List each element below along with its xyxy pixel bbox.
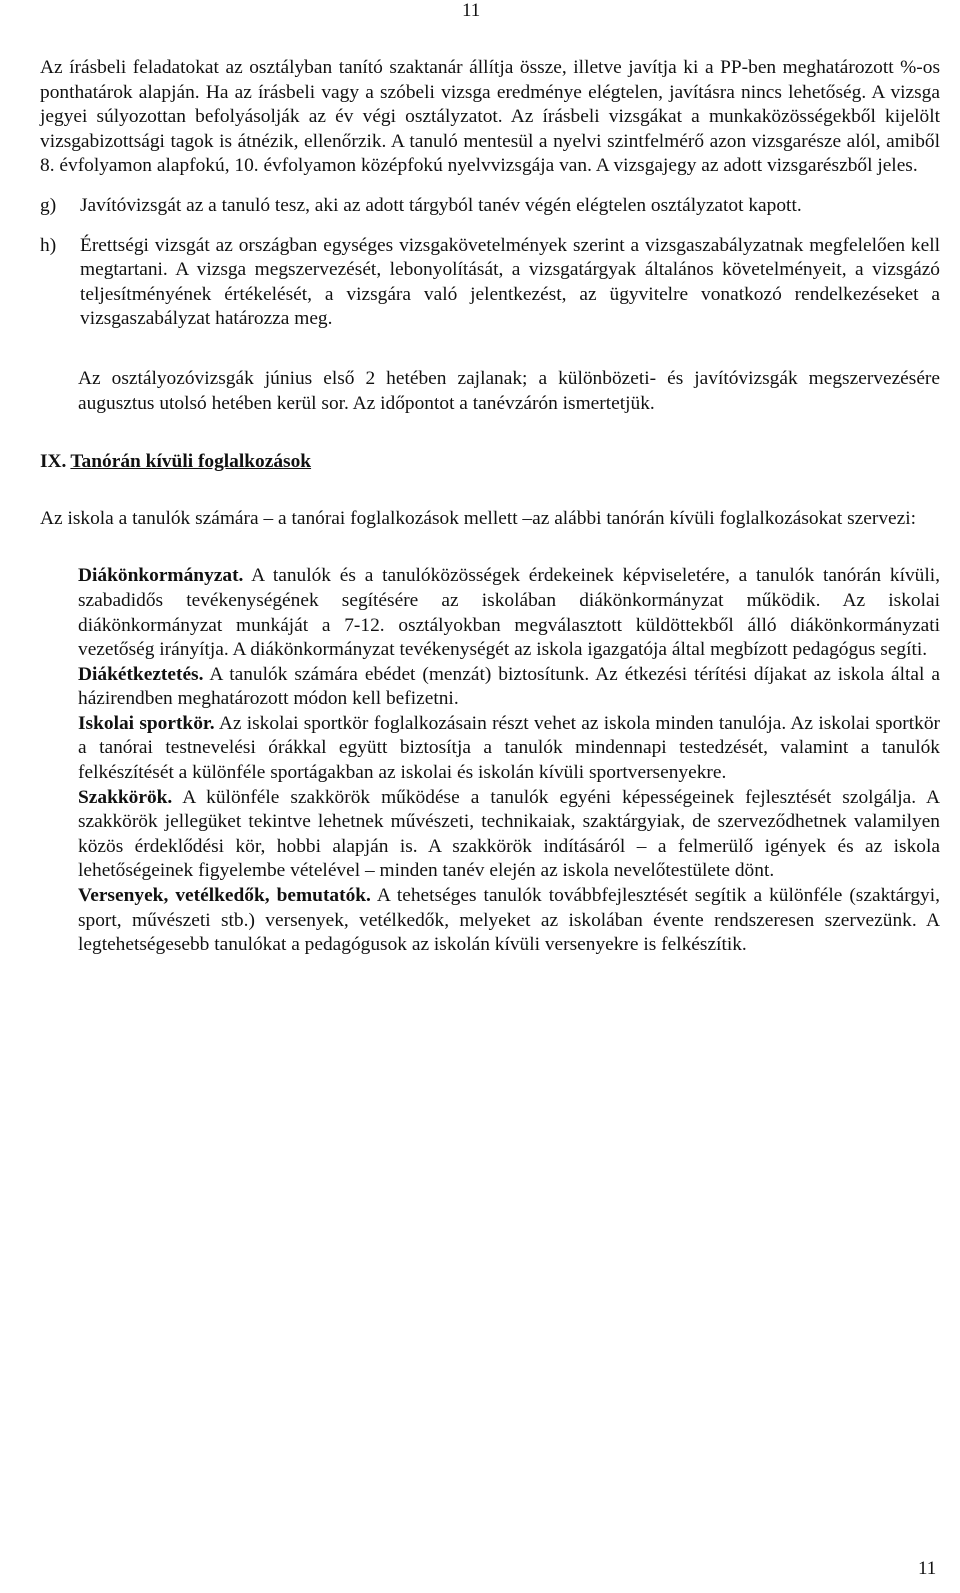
list-item-text: Javítóvizsgát az a tanuló tesz, aki az adott tárgyból tanév végén elégtelen osztályzatot kapott. [80, 194, 802, 216]
activity-term: Versenyek, vetélkedők, bemutatók. [78, 885, 371, 907]
section-number: IX. [40, 451, 67, 473]
list-item-h [40, 234, 940, 332]
activity-term: Iskolai sportkör. [78, 712, 215, 734]
activity-term: Szakkörök. [78, 786, 173, 808]
activities-list [78, 564, 940, 958]
activity-text: A tanulók számára ebédet (menzát) biztosítunk. Az étkezési térítési díjakat az iskola által a házirendben meghatározott módon kell befizetni. [78, 663, 940, 710]
document-body [40, 56, 940, 958]
activity-student-council [78, 564, 940, 662]
section-intro-paragraph: Az iskola a tanulók számára – a tanórai foglalkozások mellett –az alábbi tanórán kívüli foglalkozásokat szervezi: [40, 507, 917, 529]
activity-text: A tehetséges tanulók továbbfejlesztését segítik a különféle (szaktárgyi, sport, művészeti stb.) versenyek, vetélkedők, melyeket az iskolában évente rendszeresen szervezünk. A legtehetségesebb tanulókat a pedagógusok az iskolán kívüli versenyekre is felkészítik. [78, 885, 940, 956]
activity-sports-club [78, 712, 940, 786]
list-item-text: Érettségi vizsgát az országban egységes vizsgakövetelmények szerint a vizsgaszabályzatnak megfelelően kell megtartani. A vizsga megszervezését, lebonyolítását, a vizsgatárgyak általános követelményeit, a vizsgázó teljesítményének értékelését, a vizsgára való jelentkezést, az ügyvitelre vonatkozó rendelkezéseket a vizsgaszabályzat határozza meg. [80, 234, 940, 330]
list-item-g [40, 194, 940, 219]
intro-paragraph: Az írásbeli feladatokat az osztályban tanító szaktanár állítja össze, illetve javítja ki a PP-ben meghatározott %-os ponthatárok alapján. Ha az írásbeli vagy a szóbeli vizsga eredménye elégtelen, javításra nincs lehetőség. A vizsga jegyei súlyozottan befolyásolják az év végi osztályzatot. Az írásbeli vizsgákat a munkaközösségekből kijelölt vizsgabizottsági tagok is átnézik, ellenőrzik. A tanuló mentesül a nyelvi szintfelmérő azon vizsgarésze alól, amiből 8. évfolyamon alapfokú, 10. évfolyamon középfokú nyelvvizsgája van. A vizsgajegy az adott vizsgarészből jeles. [40, 57, 940, 177]
activity-text: A tanulók és a tanulóközösségek érdekeinek képviseletére, a tanulók tanórán kívüli, szabadidős tevékenységének segítésére az iskolában diákönkormányzat működik. Az iskolai diákönkormányzat munkáját a 7-12. osztályokban megválasztott küldöttekből álló diákönkormányzati vezetőség irányítja. A diákönkormányzat tevékenységét az iskola igazgatója által megbízott pedagógus segíti. [78, 565, 940, 661]
activity-text: A különféle szakkörök működése a tanulók egyéni képességeinek fejlesztését szolgálja. A szakkörök jellegüket tekintve lehetnek művészeti, technikaiak, szaktárgyiak, de szerveződhetnek valamilyen közös érdeklődési kör, hobbi alapján is. A szakkörök indításáról – a felmerülő igények és az iskola lehetőségeinek figyelembe vételével – minden tanév elején az iskola nevelőtestülete dönt. [78, 786, 940, 882]
list-item-label: h) [40, 234, 57, 256]
activity-catering [78, 663, 940, 712]
list-item-label: g) [40, 194, 57, 216]
exam-schedule-paragraph: Az osztályozóvizsgák június első 2 hetében zajlanak; a különbözeti- és javítóvizsgák megszervezésére augusztus utolsó hetében kerül sor. Az időpontot a tanévzárón ismertetjük. [78, 367, 940, 414]
section-heading [40, 450, 940, 475]
section-title: Tanórán kívüli foglalkozások [70, 451, 312, 473]
page-number-bottom: 11 [918, 1558, 937, 1579]
activity-study-circles [78, 786, 940, 884]
activity-term: Diákönkormányzat. [78, 565, 244, 587]
activity-text: Az iskolai sportkör foglalkozásain részt vehet az iskola minden tanulója. Az iskolai sportkör a tanórai testnevelési órákkal együtt biztosítja a tanulók mindennapi testedzését, valamint a tanulók felkészítését a különféle sportágakban az iskolai és iskolán kívüli sportversenyekre. [78, 712, 940, 784]
activity-term: Diákétkeztetés. [78, 663, 204, 685]
activity-competitions [78, 884, 940, 958]
page-number-top: 11 [462, 0, 481, 21]
